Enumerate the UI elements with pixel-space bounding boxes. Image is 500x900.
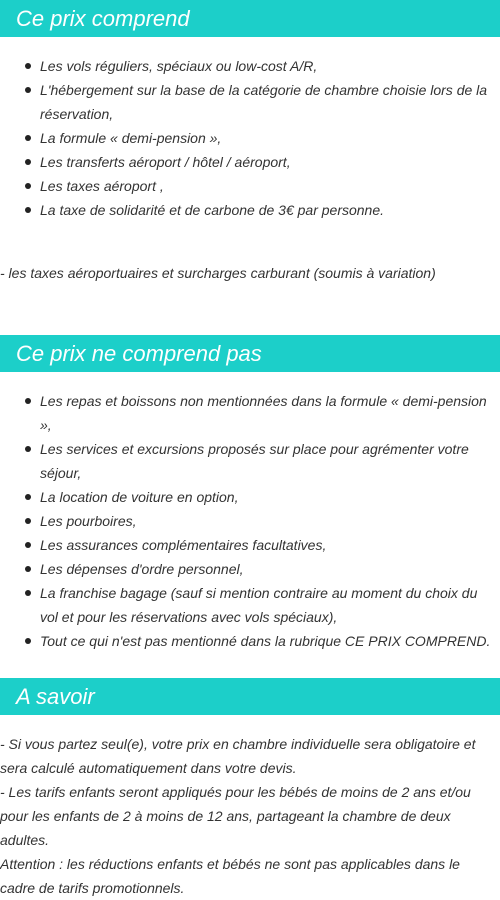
list-item: La franchise bagage (sauf si mention contraire au moment du choix du vol et pour les réservations avec vols spéciaux), bbox=[0, 581, 500, 629]
included-note: - les taxes aéroportuaires et surcharges carburant (soumis à variation) bbox=[0, 265, 436, 281]
section-title-excluded: Ce prix ne comprend pas bbox=[0, 335, 500, 372]
list-item: Les vols réguliers, spéciaux ou low-cost A/R, bbox=[0, 54, 500, 78]
list-item: La location de voiture en option, bbox=[0, 485, 500, 509]
list-item: Les repas et boissons non mentionnées dans la formule « demi-pension », bbox=[0, 389, 500, 437]
info-paragraph: - Les tarifs enfants seront appliqués pour les bébés de moins de 2 ans et/ou pour les enfants de 2 à moins de 12 ans, partageant la chambre de deux adultes. bbox=[0, 784, 471, 848]
list-item: Les services et excursions proposés sur place pour agrémenter votre séjour, bbox=[0, 437, 500, 485]
excluded-list bbox=[0, 389, 500, 653]
info-paragraph: Attention : les réductions enfants et bébés ne sont pas applicables dans le cadre de tarifs promotionnels. bbox=[0, 856, 460, 896]
included-list bbox=[0, 54, 500, 222]
list-item: Les pourboires, bbox=[0, 509, 500, 533]
list-item: L'hébergement sur la base de la catégorie de chambre choisie lors de la réservation, bbox=[0, 78, 500, 126]
list-item: La formule « demi-pension », bbox=[0, 126, 500, 150]
info-paragraph: - Si vous partez seul(e), votre prix en chambre individuelle sera obligatoire et sera calculé automatiquement dans votre devis. bbox=[0, 736, 476, 776]
list-item: Les taxes aéroport , bbox=[0, 174, 500, 198]
list-item: Les transferts aéroport / hôtel / aéroport, bbox=[0, 150, 500, 174]
list-item: Les assurances complémentaires facultatives, bbox=[0, 533, 500, 557]
list-item: La taxe de solidarité et de carbone de 3€ par personne. bbox=[0, 198, 500, 222]
section-title-info: A savoir bbox=[0, 678, 500, 715]
section-title-included: Ce prix comprend bbox=[0, 0, 500, 37]
list-item: Les dépenses d'ordre personnel, bbox=[0, 557, 500, 581]
list-item: Tout ce qui n'est pas mentionné dans la rubrique CE PRIX COMPREND. bbox=[0, 629, 500, 653]
